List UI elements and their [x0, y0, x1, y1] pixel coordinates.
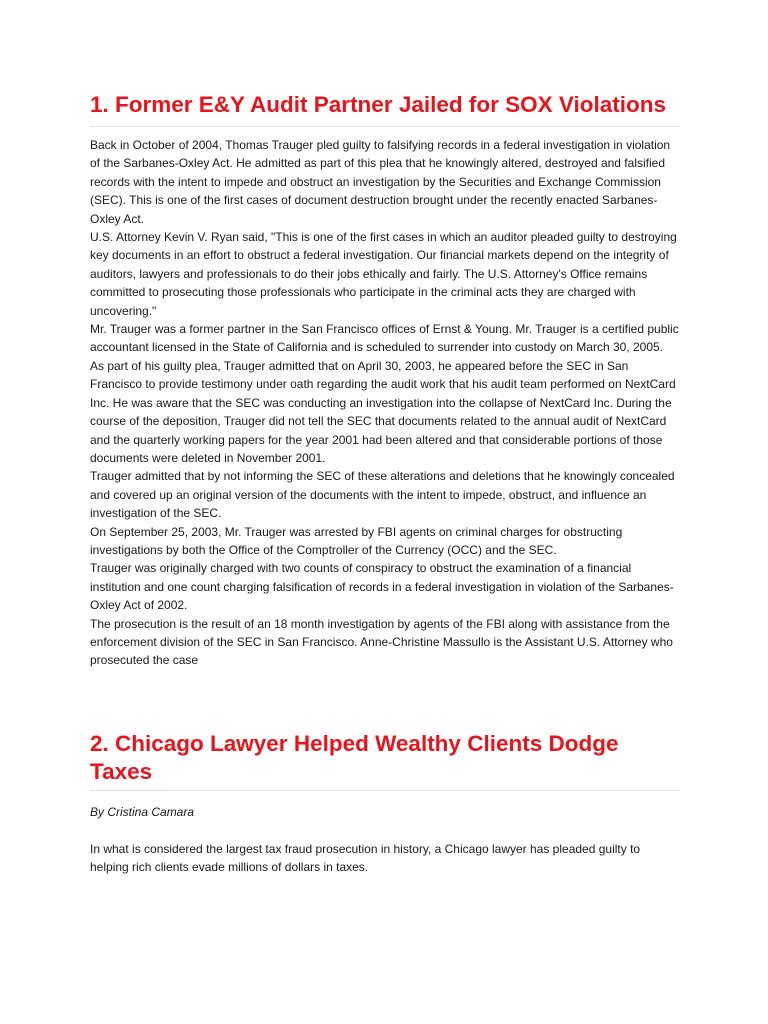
article-2-title: 2. Chicago Lawyer Helped Wealthy Clients Dodge Taxes	[90, 731, 619, 784]
article-2-paragraph-1: In what is considered the largest tax fraud prosecution in history, a Chicago lawyer has pleaded guilty to helping rich clients evade millions of dollars in taxes.	[90, 842, 641, 875]
article-1-title: 1. Former E&Y Audit Partner Jailed for SOX Violations	[90, 92, 666, 117]
article-1-paragraph-6: On September 25, 2003, Mr. Trauger was arrested by FBI agents on criminal charges for obstructing investigations by both the Office of the Comptroller of the Currency (OCC) and the SEC.	[90, 524, 623, 557]
article-1-paragraph-8: The prosecution is the result of an 18 month investigation by agents of the FBI along with assistance from the enforcement division of the SEC in San Francisco. Anne-Christine Massullo is the Assistant U.S. Attorney who prosecuted the case	[90, 616, 673, 668]
article-1-paragraph-7: Trauger was originally charged with two counts of conspiracy to obstruct the examination of a financial institution and one count charging falsification of records in a federal investigation in violation of the Sarbanes-Oxley Act of 2002.	[90, 561, 674, 613]
article-2-divider	[90, 790, 680, 791]
article-1-paragraph-5: Trauger admitted that by not informing the SEC of these alterations and deletions that he knowingly concealed and covered up an original version of the documents with the intent to impede, obstruct, and influence an investigation of the SEC.	[90, 469, 675, 521]
article-1-paragraph-2: U.S. Attorney Kevin V. Ryan said, "This is one of the first cases in which an auditor pleaded guilty to destroying key documents in an effort to obstruct a federal investigation. Our financial markets depend on the integrity of auditors, lawyers and professionals to do their jobs ethically and fairly. The U.S. Attorney's Office remains committed to prosecuting those professionals who participate in the criminal acts they are charged with uncovering."	[90, 230, 677, 318]
article-1-paragraph-4: As part of his guilty plea, Trauger admitted that on April 30, 2003, he appeared before the SEC in San Francisco to provide testimony under oath regarding the audit work that his audit team performed on NextCard Inc. He was aware that the SEC was conducting an investigation into the collapse of NextCard Inc. During the course of the deposition, Trauger did not tell the SEC that documents related to the annual audit of NextCard and the quarterly working papers for the year 2001 had been altered and that considerable portions of those documents were deleted in November 2001.	[90, 358, 676, 465]
article-1-body	[90, 136, 682, 670]
article-1-paragraph-1: Back in October of 2004, Thomas Trauger pled guilty to falsifying records in a federal investigation in violation of the Sarbanes-Oxley Act. He admitted as part of this plea that he knowingly altered, destroyed and falsified records with the intent to impede and obstruct an investigation by the Securities and Exchange Commission (SEC). This is one of the first cases of document destruction brought under the recently enacted Sarbanes-Oxley Act.	[90, 138, 671, 226]
article-2-byline: By Cristina Camara	[90, 805, 195, 819]
article-1-divider	[90, 126, 680, 127]
article-2-body	[90, 840, 682, 877]
article-1-paragraph-3: Mr. Trauger was a former partner in the San Francisco offices of Ernst & Young. Mr. Trauger is a certified public accountant licensed in the State of California and is scheduled to surrender into custody on March 30, 2005.	[90, 322, 679, 355]
